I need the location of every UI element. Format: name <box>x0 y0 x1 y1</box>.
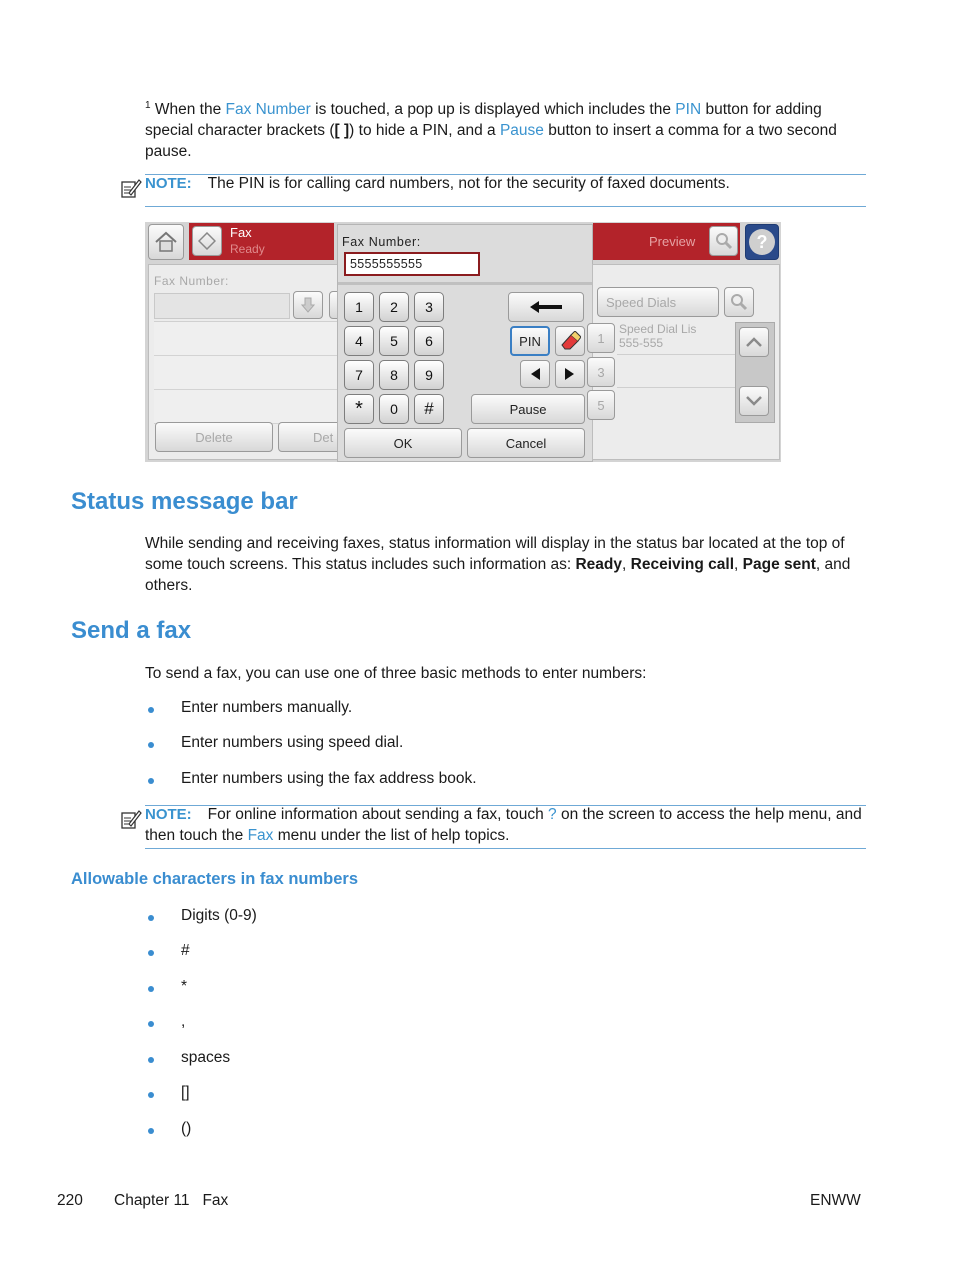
footnote-text: ) to hide a PIN, and a <box>349 122 500 140</box>
help-button[interactable] <box>745 224 779 260</box>
fax-title-bar <box>189 223 334 260</box>
pause-button[interactable]: Pause <box>471 394 585 424</box>
footnote-text: When the <box>150 101 226 119</box>
fax-number-field[interactable] <box>154 293 290 319</box>
list-item: , <box>181 1013 186 1030</box>
status-text: While sending and receiving faxes, status information will display in the status bar located at the top of some touch screens. This status includes such information as: <box>145 535 845 573</box>
bullet-dot <box>148 778 154 784</box>
backspace-arrow-icon <box>529 300 563 314</box>
pin-button[interactable]: PIN <box>510 326 550 356</box>
status-message-bar-heading: Status message bar <box>71 488 298 515</box>
list-item: # <box>181 942 190 959</box>
status-receiving: Receiving call <box>630 556 735 573</box>
left-arrow-button[interactable] <box>520 360 550 388</box>
ok-button[interactable]: OK <box>344 428 462 458</box>
fax-title: Fax <box>230 225 252 240</box>
bullet-dot <box>148 986 154 992</box>
pause-link[interactable]: Pause <box>499 122 544 140</box>
chevron-down-icon <box>746 396 762 406</box>
fax-number-popup <box>337 224 593 462</box>
chevron-up-icon <box>746 337 762 347</box>
bullet-dot <box>148 742 154 748</box>
magnifier-icon <box>715 232 733 250</box>
bullet-dot <box>148 1057 154 1063</box>
allowable-characters-heading: Allowable characters in fax numbers <box>71 870 359 888</box>
send-intro: To send a fax, you can use one of three basic methods to enter numbers: <box>145 665 647 682</box>
list-item: Enter numbers manually. <box>181 699 353 716</box>
list-item: () <box>181 1120 192 1137</box>
footnote-marker: 1 <box>145 100 151 111</box>
key-2[interactable]: 2 <box>379 292 409 322</box>
scroll-down-button[interactable] <box>739 386 769 416</box>
page-number: 220 <box>57 1192 83 1209</box>
speed-dial-item-1[interactable]: 1 <box>587 323 615 353</box>
cancel-button[interactable]: Cancel <box>467 428 585 458</box>
key-1[interactable]: 1 <box>344 292 374 322</box>
speed-dial-row <box>617 355 735 388</box>
speed-dial-item-3[interactable]: 3 <box>587 357 615 387</box>
brackets-text: [ ] <box>334 122 350 140</box>
preview-bar <box>593 223 740 260</box>
speed-dial-search-button[interactable] <box>724 287 754 317</box>
clear-button[interactable] <box>555 326 585 356</box>
pin-link[interactable]: PIN <box>675 101 702 119</box>
key-hash[interactable]: # <box>414 394 444 424</box>
bullet-dot <box>148 707 154 713</box>
key-4[interactable]: 4 <box>344 326 374 356</box>
fax-app-icon <box>192 226 222 256</box>
note-1 <box>145 173 865 194</box>
bullet-dot <box>148 1128 154 1134</box>
note-icon <box>120 808 142 835</box>
backspace-button[interactable] <box>508 292 584 322</box>
right-arrow-icon <box>564 367 576 381</box>
note-label: NOTE: <box>145 806 192 823</box>
search-icon <box>730 293 748 311</box>
list-item: spaces <box>181 1049 231 1066</box>
key-0[interactable]: 0 <box>379 394 409 424</box>
down-arrow-button[interactable] <box>293 291 323 319</box>
status-paragraph <box>145 533 867 596</box>
list-item: Enter numbers using speed dial. <box>181 734 404 751</box>
fax-status: Ready <box>230 242 265 256</box>
note-rule-bottom <box>145 206 866 207</box>
status-separator: , <box>622 556 631 573</box>
list-item: Enter numbers using the fax address book. <box>181 770 477 787</box>
note-text: on the screen to access the help menu, and then touch the <box>145 806 862 844</box>
footnote-text: button for adding special character brackets ( <box>145 101 822 140</box>
popup-title: Fax Number: <box>342 235 421 249</box>
list-item: * <box>181 978 188 995</box>
home-icon <box>154 231 178 253</box>
preview-label[interactable]: Preview <box>649 234 696 249</box>
speed-dial-panel <box>592 264 780 460</box>
speed-dial-list-name: Speed Dial Lis <box>619 322 697 336</box>
fax-menu-link[interactable]: Fax <box>247 827 274 844</box>
speed-dials-button[interactable]: Speed Dials <box>597 287 719 317</box>
fax-list <box>154 321 339 422</box>
speed-dial-list-number: 555-555 <box>619 336 664 350</box>
help-icon: ? <box>749 229 775 255</box>
details-button[interactable]: Det <box>278 422 358 452</box>
key-9[interactable]: 9 <box>414 360 444 390</box>
list-item: [] <box>181 1084 190 1101</box>
bullet-dot <box>148 915 154 921</box>
chapter-label: Chapter 11 Fax <box>114 1192 229 1209</box>
key-5[interactable]: 5 <box>379 326 409 356</box>
key-7[interactable]: 7 <box>344 360 374 390</box>
right-arrow-button[interactable] <box>555 360 585 388</box>
status-page-sent: Page sent <box>742 556 816 573</box>
help-link[interactable]: ? <box>548 806 557 823</box>
scroll-up-button[interactable] <box>739 327 769 357</box>
note-text: menu under the list of help topics. <box>273 827 510 844</box>
eraser-icon <box>559 331 581 351</box>
fax-screen-illustration <box>145 222 781 462</box>
keypad <box>338 285 592 461</box>
bullet-dot <box>148 1092 154 1098</box>
footnote-text: button to insert a comma for a two second pause. <box>145 122 837 161</box>
popup-number-input[interactable]: 5555555555 <box>344 252 480 276</box>
key-6[interactable]: 6 <box>414 326 444 356</box>
key-3[interactable]: 3 <box>414 292 444 322</box>
note-rule-bottom <box>145 848 866 849</box>
fax-number-label: Fax Number: <box>154 274 229 288</box>
speed-dial-item-5[interactable]: 5 <box>587 390 615 420</box>
status-text-end: , and others. <box>145 556 851 594</box>
bullet-dot <box>148 1021 154 1027</box>
speed-dial-entry[interactable] <box>617 322 735 355</box>
fax-number-link[interactable]: Fax Number <box>225 101 311 119</box>
note-text: The PIN is for calling card numbers, not for the security of faxed documents. <box>207 175 730 192</box>
home-button[interactable] <box>148 224 184 260</box>
note-icon <box>120 177 142 204</box>
send-a-fax-heading: Send a fax <box>71 617 192 644</box>
note-label: NOTE: <box>145 175 192 192</box>
down-arrow-icon <box>301 297 315 313</box>
note-2 <box>145 804 867 846</box>
bullet-dot <box>148 950 154 956</box>
fax-left-panel <box>148 264 340 460</box>
preview-button[interactable] <box>709 226 738 256</box>
note-text: For online information about sending a fax, touch <box>207 806 549 823</box>
footer-right: ENWW <box>810 1192 861 1209</box>
delete-button[interactable]: Delete <box>155 422 273 452</box>
footnote <box>145 95 857 162</box>
key-8[interactable]: 8 <box>379 360 409 390</box>
list-item: Digits (0-9) <box>181 907 257 924</box>
footnote-text: is touched, a pop up is displayed which includes the <box>310 101 676 119</box>
status-ready: Ready <box>575 556 623 573</box>
key-star[interactable]: * <box>344 394 374 424</box>
scrollbar[interactable] <box>735 322 775 423</box>
left-arrow-icon <box>529 367 541 381</box>
status-separator: , <box>734 556 743 573</box>
